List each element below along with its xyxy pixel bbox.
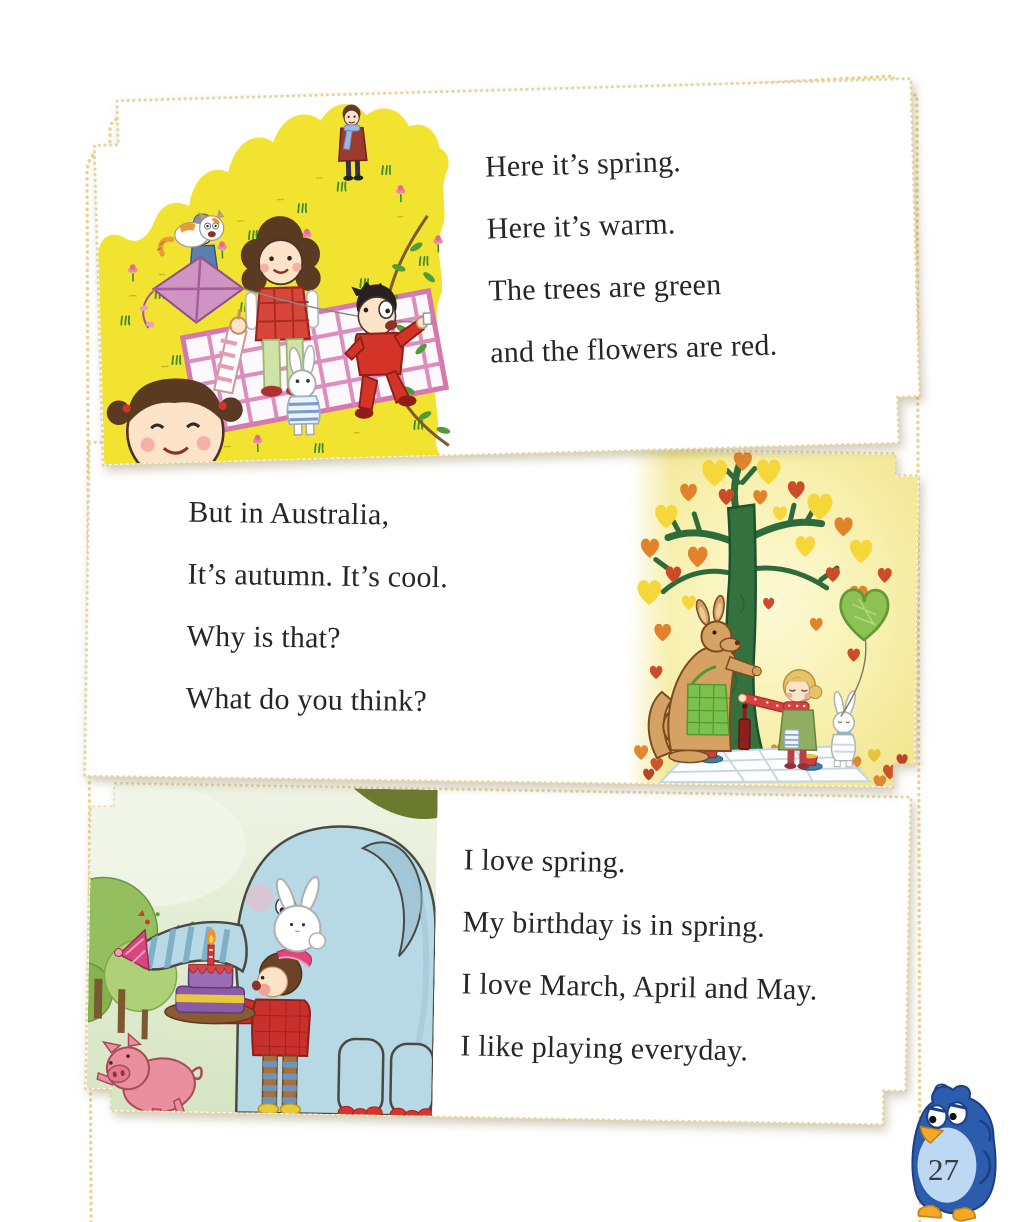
birthday-elephant-illustration — [86, 784, 438, 1116]
poem-line: Why is that? — [186, 619, 341, 655]
poem-line: I love spring. — [463, 843, 626, 880]
poem-line: Here it’s warm. — [486, 207, 676, 246]
autumn-kangaroo-illustration — [627, 451, 919, 787]
page-number: 27 — [928, 1152, 959, 1187]
poem-line: and the flowers are red. — [489, 328, 778, 370]
spring-picnic-illustration — [94, 92, 470, 464]
poem-line: It’s autumn. It’s cool. — [187, 557, 449, 595]
poem-line: I love March, April and May. — [461, 967, 818, 1007]
poem-line: My birthday is in spring. — [462, 905, 766, 944]
poem-line: What do you think? — [185, 681, 428, 718]
panel-birthday — [83, 781, 915, 1129]
birthday-poem — [460, 829, 820, 1083]
poem-line: But in Australia, — [188, 495, 390, 532]
poem-line: Here it’s spring. — [484, 145, 682, 184]
australia-poem — [185, 482, 449, 734]
panel-australia — [83, 440, 922, 790]
penguin-mascot — [898, 1080, 1004, 1222]
panel-spring — [91, 77, 923, 468]
poem-line: I like playing everyday. — [460, 1029, 749, 1068]
spring-poem — [484, 129, 778, 385]
penguin-icon — [898, 1080, 1004, 1222]
poem-line: The trees are green — [488, 268, 722, 308]
